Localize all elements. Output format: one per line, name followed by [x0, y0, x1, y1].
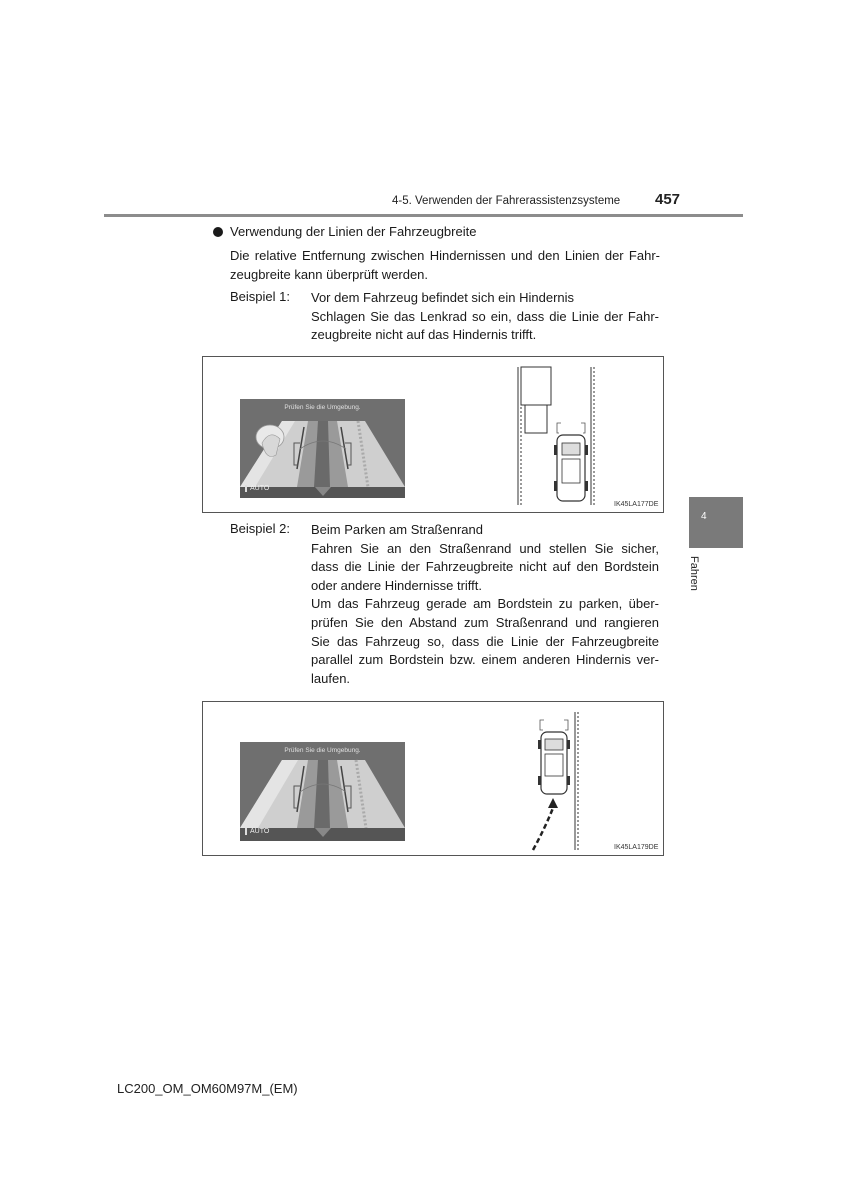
example2-line-6: prüfen Sie den Abstand zum Straßenrand und rangieren	[311, 614, 659, 630]
overhead-diagram-2	[523, 708, 593, 852]
screen-message-2: Prüfen Sie die Umgebung.	[284, 747, 361, 754]
overhead-diagram-1	[503, 363, 613, 508]
example2-line-5: Um das Fahrzeug gerade am Bordstein zu parken, über-	[311, 596, 659, 612]
example2-line-1: Beim Parken am Straßenrand	[311, 522, 483, 537]
figure-2	[202, 701, 664, 856]
intro-paragraph	[230, 246, 660, 284]
bullet-icon	[213, 227, 223, 237]
screen-logo-2: AUTO	[245, 828, 269, 835]
example1-line-3: zeugbreite nicht auf das Hindernis trifft.	[311, 327, 537, 343]
example1-line-2: Schlagen Sie das Lenkrad so ein, dass die Linie der Fahr-	[311, 308, 659, 324]
example2-line-8: parallel zum Bordstein bzw. einem anderen Hindernis ver-	[311, 652, 659, 668]
example2-line-7: Sie das Fahrzeug so, dass die Linie der Fahrzeugbreite	[311, 633, 659, 649]
figure-1	[202, 356, 664, 513]
intro-line-1: Die relative Entfernung zwischen Hindernissen und den Linien der Fahr-	[230, 248, 660, 263]
chapter-label-box	[688, 556, 708, 616]
example2-line-3: dass die Linie der Fahrzeugbreite nicht auf den Bordstein	[311, 559, 659, 575]
screen-logo-1: AUTO	[245, 485, 269, 492]
example1-line-1: Vor dem Fahrzeug befindet sich ein Hindernis	[311, 290, 575, 305]
chapter-label: Fahren	[688, 556, 700, 591]
chapter-number: 4	[701, 511, 707, 522]
document-code: LC200_OM_OM60M97M_(EM)	[117, 1081, 298, 1096]
header-divider	[104, 214, 743, 217]
camera-view-2	[240, 742, 405, 841]
example2-body	[311, 521, 659, 688]
intro-line-2: zeugbreite kann überprüft werden.	[230, 267, 429, 282]
example1-body	[311, 289, 659, 345]
section-title: 4-5. Verwenden der Fahrerassistenzsysteme	[392, 195, 621, 207]
camera-view-1	[240, 399, 405, 498]
screen-message-1: Prüfen Sie die Umgebung.	[284, 404, 361, 411]
camera-screen-2	[240, 742, 405, 841]
page-number: 457	[655, 191, 681, 208]
example1-label: Beispiel 1:	[230, 289, 290, 304]
figure-code-1: IK45LA177DE	[614, 501, 659, 508]
example2-label: Beispiel 2:	[230, 521, 290, 536]
example2-line-2: Fahren Sie an den Straßenrand und stellen Sie sicher,	[311, 540, 659, 556]
chapter-tab	[689, 497, 743, 548]
example2-line-4: oder andere Hindernisse trifft.	[311, 577, 483, 593]
bullet-heading: Verwendung der Linien der Fahrzeugbreite	[230, 224, 477, 239]
example2-line-9: laufen.	[311, 670, 351, 686]
figure-code-2: IK45LA179DE	[614, 844, 659, 851]
camera-screen-1	[240, 399, 405, 498]
